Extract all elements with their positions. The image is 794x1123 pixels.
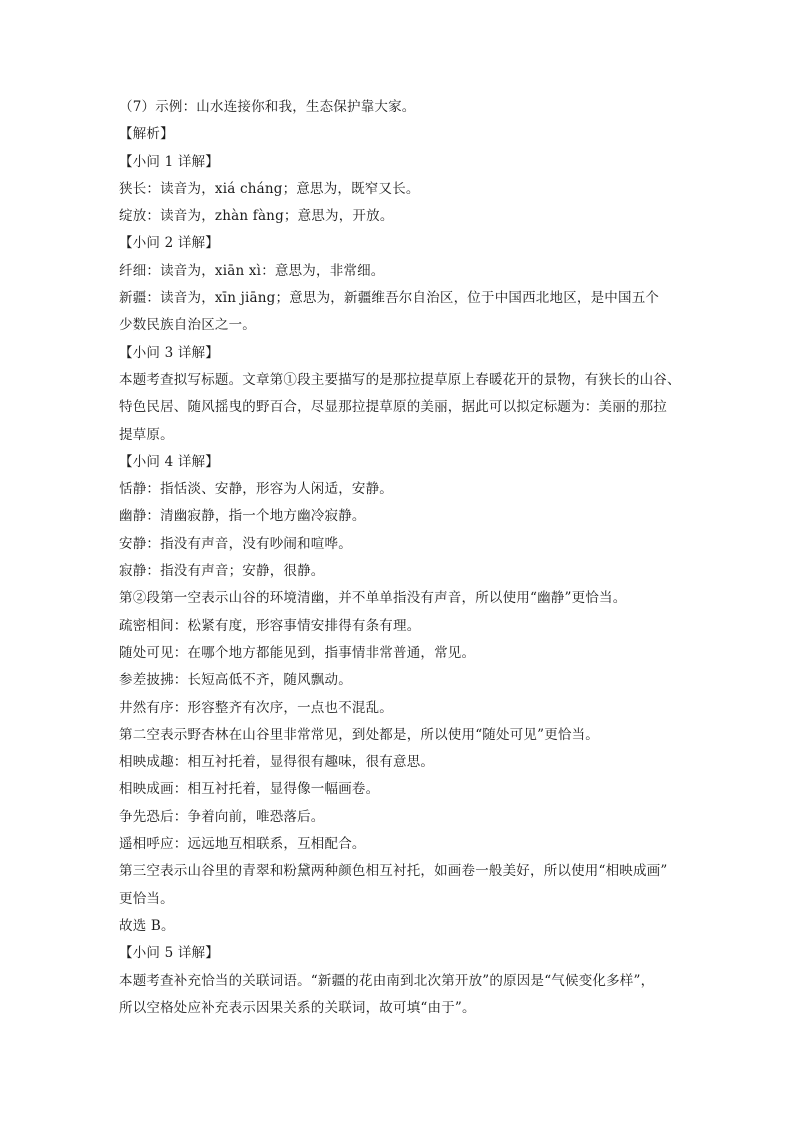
text-line: 特色民居、随风摇曳的野百合，尽显那拉提草原的美丽，据此可以拟定标题为：美丽的那拉 <box>119 399 667 416</box>
text-line: 参差披拂：长短高低不齐，随风飘动。 <box>119 672 352 689</box>
document-page <box>119 94 679 1022</box>
text-line: 提草原。 <box>119 426 174 443</box>
text-line: 狭长：读音为，xiá cháng；意思为，既窄又长。 <box>119 180 420 197</box>
text-line: 随处可见：在哪个地方都能见到，指事情非常普通，常见。 <box>119 644 476 661</box>
text-line: 所以空格处应补充表示因果关系的关联词，故可填“由于”。 <box>119 999 476 1016</box>
text-line: 幽静：清幽寂静，指一个地方幽冷寂静。 <box>119 508 366 525</box>
text-line: 纤细：读音为，xiān xì：意思为，非常细。 <box>119 262 385 279</box>
text-line: 遥相呼应：远远地互相联系，互相配合。 <box>119 836 366 853</box>
subquestion-5-heading: 【小问 5 详解】 <box>119 945 219 962</box>
text-line: 争先恐后：争着向前，唯恐落后。 <box>119 808 325 825</box>
text-line: 少数民族自治区之一。 <box>119 317 256 334</box>
text-line: 疏密相间：松紧有度，形容事情安排得有条有理。 <box>119 617 421 634</box>
text-line: 绽放：读音为，zhàn fàng；意思为，开放。 <box>119 208 394 225</box>
text-line: 第②段第一空表示山谷的环境清幽，并不单单指没有声音，所以使用“幽静”更恰当。 <box>119 590 627 607</box>
section-heading-analysis: 【解析】 <box>119 126 174 143</box>
answer-choice-line: 故选 B。 <box>119 917 175 934</box>
text-line: 新疆：读音为，xīn jiāng；意思为，新疆维吾尔自治区，位于中国西北地区，是中国五个 <box>119 290 660 307</box>
subquestion-3-heading: 【小问 3 详解】 <box>119 344 219 361</box>
text-line: 恬静：指恬淡、安静，形容为人闲适，安静。 <box>119 481 393 498</box>
text-line: 安静：指没有声音，没有吵闹和喧哗。 <box>119 535 352 552</box>
text-line: 第二空表示野杏林在山谷里非常常见，到处都是，所以使用“随处可见”更恰当。 <box>119 726 600 743</box>
subquestion-2-heading: 【小问 2 详解】 <box>119 235 219 252</box>
text-line: 本题考查拟写标题。文章第①段主要描写的是那拉提草原上春暖花开的景物，有狭长的山谷、 <box>119 371 681 388</box>
text-line: 第三空表示山谷里的青翠和粉黛两种颜色相互衬托，如画卷一般美好，所以使用“相映成画” <box>119 863 668 880</box>
text-line: 寂静：指没有声音；安静，很静。 <box>119 563 325 580</box>
text-line: 本题考查补充恰当的关联词语。“新疆的花由南到北次第开放”的原因是“气候变化多样”， <box>119 972 655 989</box>
text-line: 更恰当。 <box>119 890 174 907</box>
text-line: 井然有序：形容整齐有次序，一点也不混乱。 <box>119 699 393 716</box>
text-line: 相映成趣：相互衬托着，显得很有趣味，很有意思。 <box>119 754 435 771</box>
subquestion-1-heading: 【小问 1 详解】 <box>119 153 219 170</box>
text-line: 相映成画：相互衬托着，显得像一幅画卷。 <box>119 781 380 798</box>
subquestion-4-heading: 【小问 4 详解】 <box>119 453 219 470</box>
answer-example-line: （7）示例：山水连接你和我，生态保护靠大家。 <box>119 99 416 115</box>
